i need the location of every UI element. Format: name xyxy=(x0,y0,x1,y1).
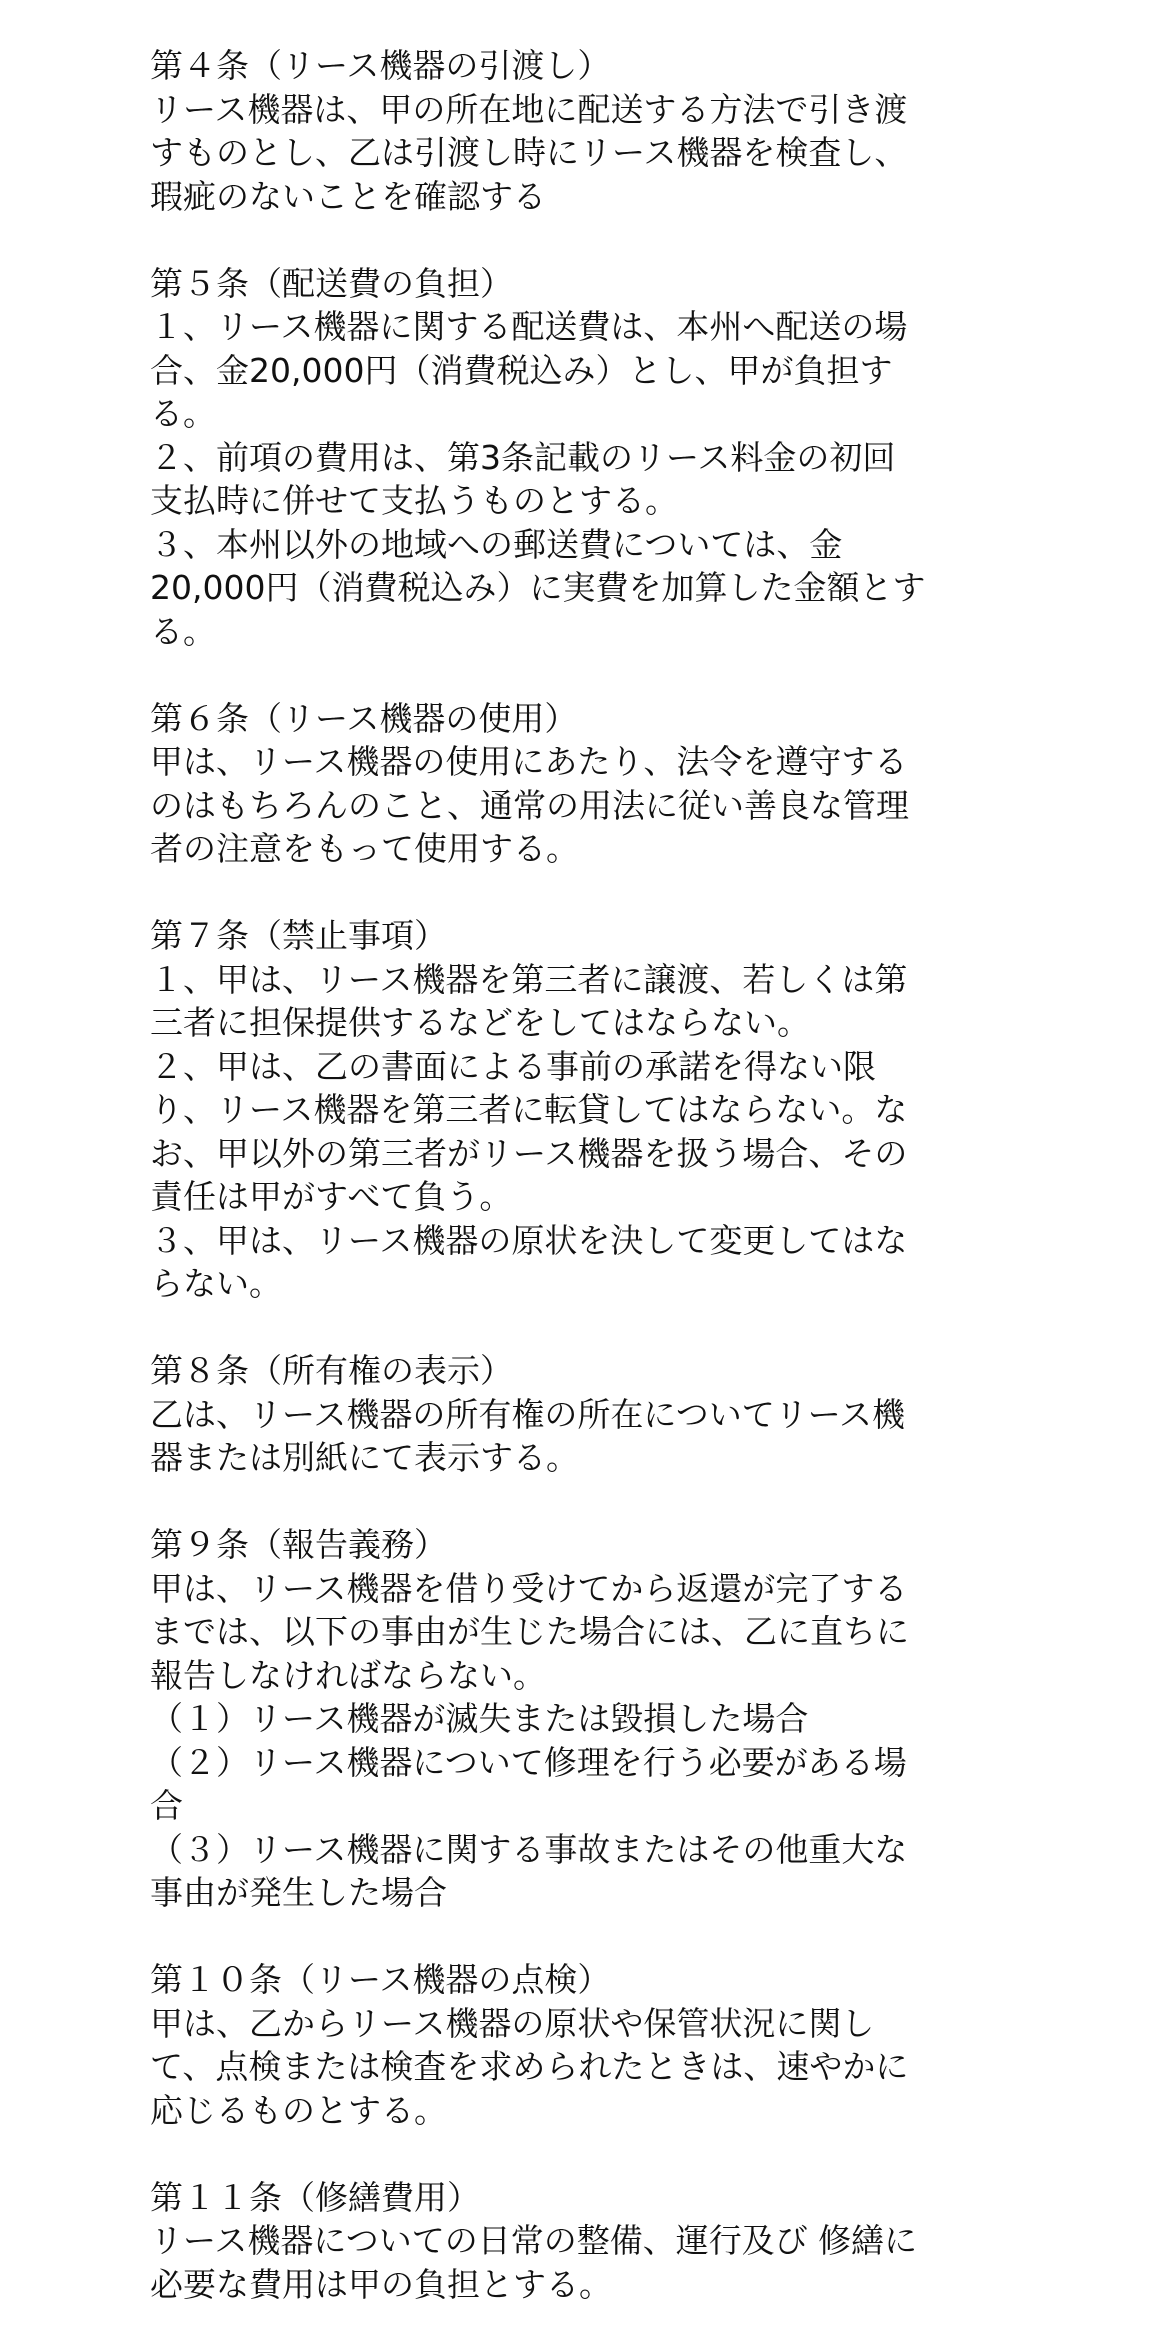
article-heading: 第７条（禁止事項） xyxy=(150,916,447,955)
article-text-line: 必要な費用は甲の負担とする。 xyxy=(150,2264,612,2304)
article-text-line: のはもちろんのこと、通常の用法に従い善良な管理 xyxy=(150,785,909,825)
article-text-line: 甲は、リース機器の使用にあたり、法令を遵守する xyxy=(150,742,908,781)
article-text-line: 者の注意をもって使用する。 xyxy=(150,829,579,868)
article-heading: 第４条（リース機器の引渡し） xyxy=(150,46,611,85)
article-text-line: （３）リース機器に関する事故またはその他重大な xyxy=(150,1829,908,1869)
article-section xyxy=(150,44,1050,218)
contract-document xyxy=(150,44,1050,2350)
article-text-line: 三者に担保提供するなどをしてはならない。 xyxy=(150,1003,810,1042)
article-text-line: らない。 xyxy=(150,1264,282,1303)
article-text-line: る。 xyxy=(150,394,216,433)
article-text-line: ２、甲は、乙の書面による事前の承諾を得ない限 xyxy=(150,1046,876,1086)
article-text-line: 甲は、乙からリース機器の原状や保管状況に関し xyxy=(150,2003,875,2043)
article-text-line: 合、金20,000円（消費税込み）とし、甲が負担す xyxy=(150,350,893,390)
article-text-line: り、リース機器を第三者に転貸してはならない。な xyxy=(150,1090,908,1129)
article-text-line: て、点検または検査を求められたときは、速やかに xyxy=(150,2047,909,2086)
article-text-line: １、リース機器に関する配送費は、本州へ配送の場 xyxy=(150,307,908,346)
article-text-line: 支払時に併せて支払うものとする。 xyxy=(150,481,678,520)
article-text-line: ２、前項の費用は、第3条記載のリース料金の初回 xyxy=(150,437,896,477)
article-text-line: １、甲は、リース機器を第三者に譲渡、若しくは第 xyxy=(150,959,908,999)
article-heading: 第９条（報告義務） xyxy=(150,1525,447,1564)
article-text-line: 応じるものとする。 xyxy=(150,2090,447,2130)
article-section xyxy=(150,914,1050,1306)
article-text-line: 事由が発生した場合 xyxy=(150,1873,447,1912)
article-text-line: リース機器についての日常の整備、運行及び 修繕に xyxy=(150,2221,918,2260)
article-heading: 第６条（リース機器の使用） xyxy=(150,698,578,738)
article-text-line: ３、本州以外の地域への郵送費については、金 xyxy=(150,524,843,564)
article-heading: 第５条（配送費の負担） xyxy=(150,263,513,303)
article-text-line: 器または別紙にて表示する。 xyxy=(150,1438,579,1477)
article-text-line: 20,000円（消費税込み）に実費を加算した金額とす xyxy=(150,568,926,607)
article-section xyxy=(150,2176,1050,2307)
article-heading: 第８条（所有権の表示） xyxy=(150,1351,513,1390)
article-heading: 第１１条（修繕費用） xyxy=(150,2177,480,2217)
article-section xyxy=(150,1958,1050,2132)
article-text-line: 報告しなければならない。 xyxy=(150,1655,546,1695)
article-text-line: までは、以下の事由が生じた場合には、乙に直ちに xyxy=(150,1612,909,1651)
article-text-line: すものとし、乙は引渡し時にリース機器を検査し、 xyxy=(150,133,908,172)
article-heading: 第１０条（リース機器の点検） xyxy=(150,1960,611,1999)
article-text-line: 甲は、リース機器を借り受けてから返還が完了する xyxy=(150,1568,908,1608)
article-text-line: 瑕疵のないことを確認する xyxy=(150,176,546,216)
article-text-line: リース機器は、甲の所在地に配送する方法で引き渡 xyxy=(150,89,908,129)
article-section xyxy=(150,1523,1050,1915)
article-text-line: 乙は、リース機器の所有権の所在についてリース機 xyxy=(150,1394,906,1434)
article-text-line: ３、甲は、リース機器の原状を決して変更してはな xyxy=(150,1220,908,1260)
article-text-line: （１）リース機器が滅失または毀損した場合 xyxy=(150,1699,809,1738)
article-text-line: お、甲以外の第三者がリース機器を扱う場合、その xyxy=(150,1133,908,1173)
article-section xyxy=(150,697,1050,871)
article-section xyxy=(150,262,1050,654)
article-section xyxy=(150,1349,1050,1480)
article-text-line: 合 xyxy=(150,1786,183,1825)
article-text-line: 責任は甲がすべて負う。 xyxy=(150,1177,513,1216)
article-text-line: る。 xyxy=(150,611,216,651)
article-text-line: （２）リース機器について修理を行う必要がある場 xyxy=(150,1742,907,1782)
